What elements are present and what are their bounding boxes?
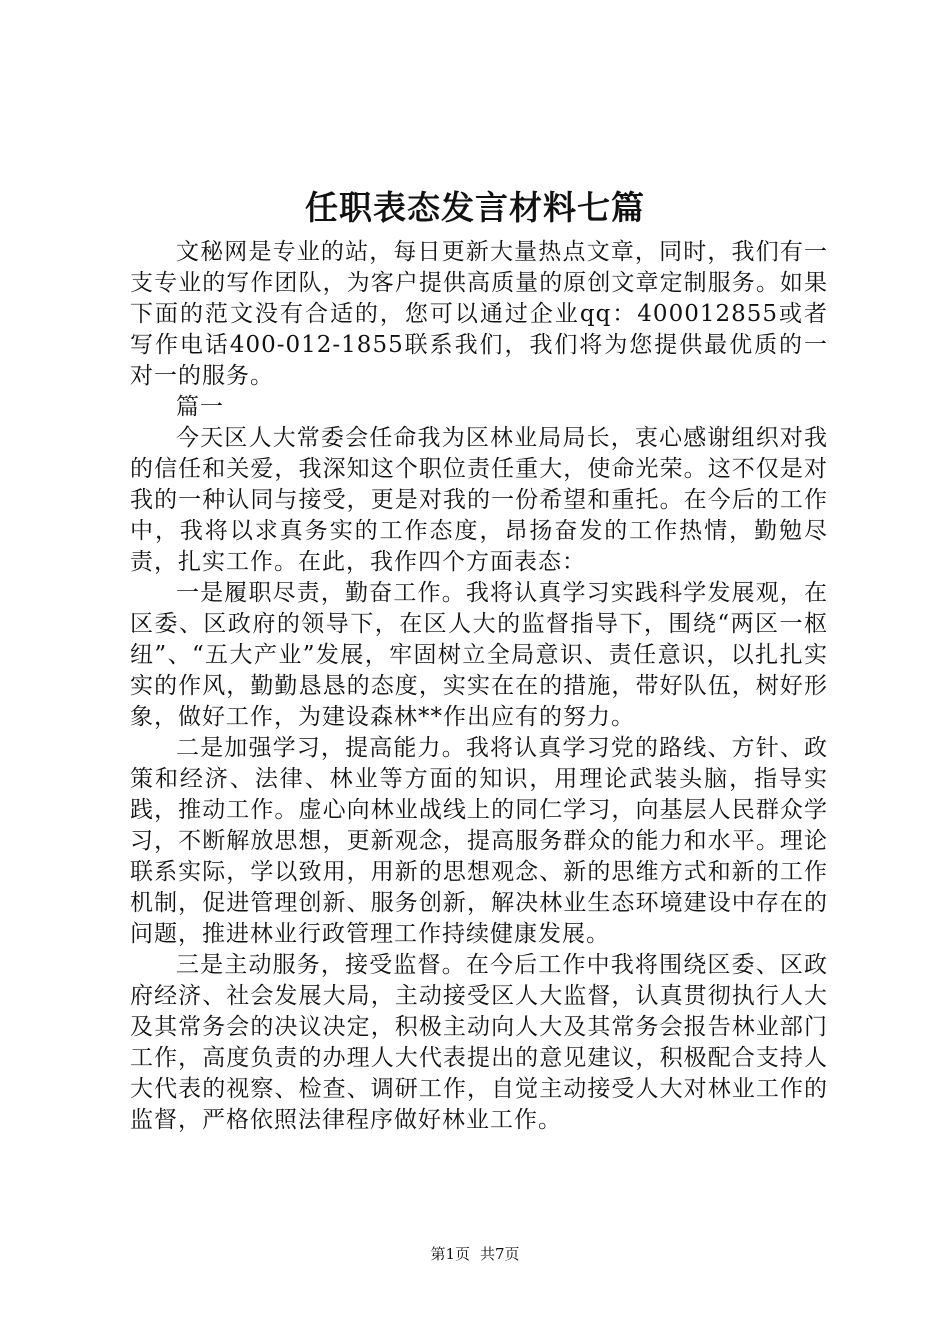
page-total: 共7页 bbox=[480, 1245, 520, 1263]
page-number: 第1页 bbox=[430, 1245, 470, 1263]
body-paragraph: 今天区人大常委会任命我为区林业局局长，衷心感谢组织对我的信任和关爱，我深知这个职位责任重大，使命光荣。这不仅是对我的一种认同与接受，更是对我的一份希望和重托。在今后的工作中，我将以求真务实的工作态度，昂扬奋发的工作热情，勤勉尽责，扎实工作。在此，我作四个方面表态： bbox=[130, 425, 828, 575]
section-heading: 篇一 bbox=[176, 394, 224, 420]
intro-paragraph: 文秘网是专业的站，每日更新大量热点文章，同时，我们有一支专业的写作团队，为客户提供高质量的原创文章定制服务。如果下面的范文没有合适的，您可以通过企业qq：400012855或者写作电话400-012-1855联系我们，我们将为您提供最优质的一对一的服务。 bbox=[130, 239, 828, 389]
body-paragraph: 三是主动服务，接受监督。在今后工作中我将围绕区委、区政府经济、社会发展大局，主动接受区人大监督，认真贯彻执行人大及其常务会的决议决定，积极主动向人大及其常务会报告林业部门工作，高度负责的办理人大代表提出的意见建议，积极配合支持人大代表的视察、检查、调研工作，自觉主动接受人大对林业工作的监督，严格依照法律程序做好林业工作。 bbox=[130, 952, 828, 1133]
body-paragraph: 一是履职尽责，勤奋工作。我将认真学习实践科学发展观，在区委、区政府的领导下，在区人大的监督指导下，围绕“两区一枢纽”、“五大产业”发展，牢固树立全局意识、责任意识，以扎扎实实的作风，勤勤恳恳的态度，实实在在的措施，带好队伍，树好形象，做好工作，为建设森林**作出应有的努力。 bbox=[130, 580, 828, 730]
document-body bbox=[130, 237, 828, 1136]
page-footer bbox=[0, 1244, 950, 1264]
document-title: 任职表态发言材料七篇 bbox=[305, 188, 645, 227]
body-paragraph: 二是加强学习，提高能力。我将认真学习党的路线、方针、政策和经济、法律、林业等方面的知识，用理论武装头脑，指导实践，推动工作。虚心向林业战线上的同仁学习，向基层人民群众学习，不断解放思想，更新观念，提高服务群众的能力和水平。理论联系实际，学以致用，用新的思想观念、新的思维方式和新的工作机制，促进管理创新、服务创新，解决林业生态环境建设中存在的问题，推进林业行政管理工作持续健康发展。 bbox=[130, 735, 828, 947]
